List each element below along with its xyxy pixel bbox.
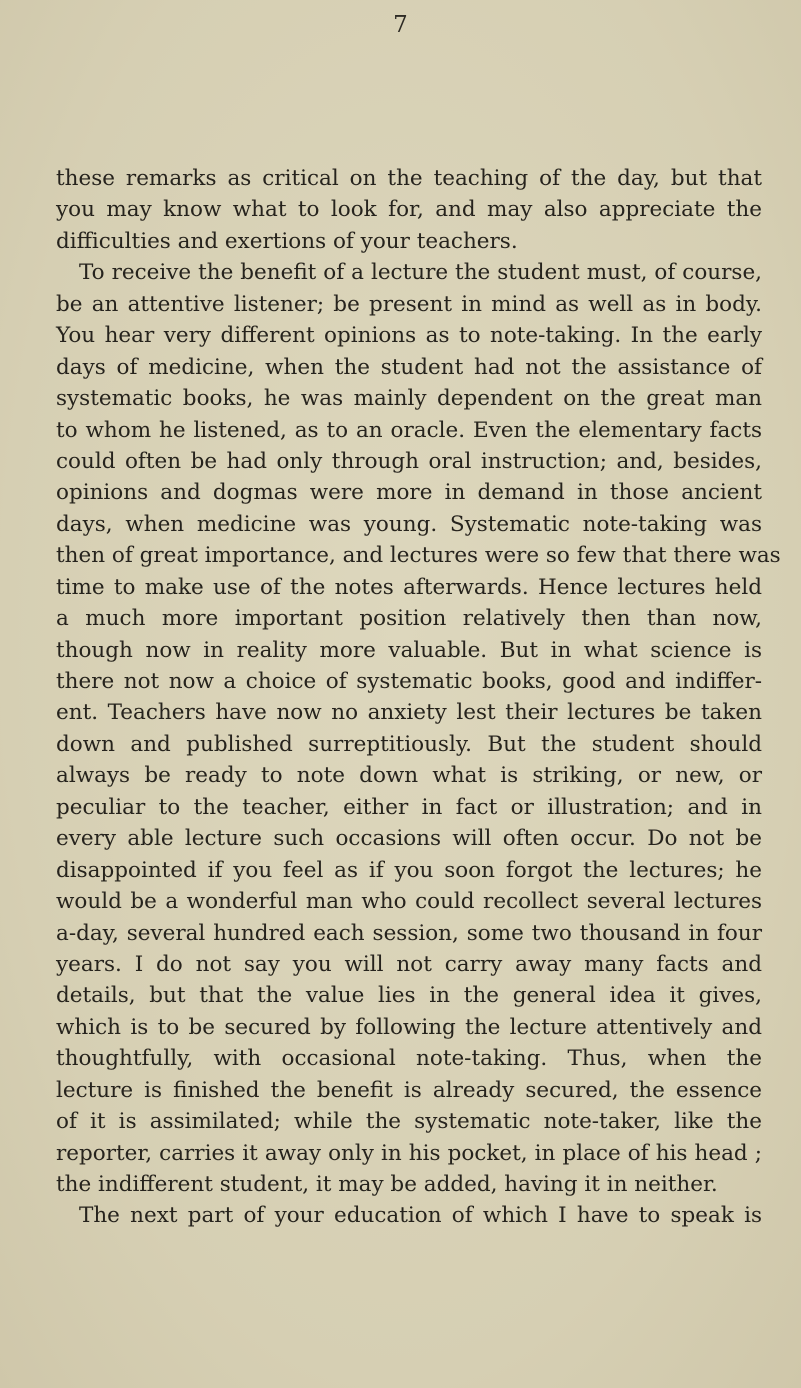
- text-line: opinions and dogmas were more in demand in those ancient: [56, 480, 762, 506]
- text-line: The next part of your education of which I have to speak is: [79, 1203, 762, 1229]
- text-line: would be a wonderful man who could recollect several lectures: [56, 889, 762, 915]
- text-line: though now in reality more valuable. But in what science is: [56, 637, 762, 663]
- text-line: of it is assimilated; while the systematic note-taker, like the: [56, 1109, 762, 1135]
- page-number: 7: [393, 12, 408, 38]
- text-line: down and published surreptitiously. But the student should: [56, 731, 762, 757]
- text-line: these remarks as critical on the teaching of the day, but that: [56, 166, 762, 191]
- text-line: every able lecture such occasions will often occur. Do not be: [56, 826, 762, 852]
- text-line: time to make use of the notes afterwards. Hence lectures held: [56, 574, 762, 600]
- text-line: years. I do not say you will not carry away many facts and: [56, 951, 762, 977]
- text-line: difficulties and exertions of your teachers.: [56, 228, 518, 254]
- text-line: be an attentive listener; be present in mind as well as in body.: [56, 291, 762, 317]
- text-line: to whom he listened, as to an oracle. Even the elementary facts: [56, 417, 762, 443]
- text-line: ent. Teachers have now no anxiety lest their lectures be taken: [56, 700, 762, 726]
- text-line: days, when medicine was young. Systematic note-taking was: [56, 511, 762, 537]
- text-line: disappointed if you feel as if you soon forgot the lectures; he: [56, 857, 762, 883]
- text-line: a much more important position relatively then than now,: [56, 606, 762, 632]
- text-line: could often be had only through oral instruction; and, besides,: [56, 448, 762, 474]
- text-line: To receive the benefit of a lecture the student must, of course,: [79, 260, 762, 286]
- text-line: reporter, carries it away only in his pocket, in place of his head ;: [56, 1140, 762, 1166]
- text-line: the indifferent student, it may be added, having it in neither.: [56, 1172, 718, 1197]
- text-line: a-day, several hundred each session, some two thousand in four: [56, 920, 762, 946]
- text-line: thoughtfully, with occasional note-taking. Thus, when the: [56, 1046, 762, 1072]
- text-line: lecture is finished the benefit is already secured, the essence: [56, 1077, 762, 1103]
- text-line: then of great importance, and lectures were so few that there was: [56, 543, 781, 569]
- text-line: days of medicine, when the student had not the assistance of: [56, 354, 762, 380]
- text-line: always be ready to note down what is striking, or new, or: [56, 763, 762, 789]
- text-line: peculiar to the teacher, either in fact or illustration; and in: [56, 794, 762, 820]
- text-line: which is to be secured by following the lecture attentively and: [56, 1014, 762, 1040]
- text-line: You hear very different opinions as to note-taking. In the early: [56, 323, 762, 349]
- text-line: details, but that the value lies in the general idea it gives,: [56, 983, 762, 1009]
- text-line: you may know what to look for, and may also appreciate the: [56, 197, 762, 223]
- text-line: systematic books, he was mainly dependent on the great man: [56, 386, 762, 412]
- body-text: [56, 163, 781, 1232]
- text-line: there not now a choice of systematic books, good and indiffer-: [56, 669, 762, 694]
